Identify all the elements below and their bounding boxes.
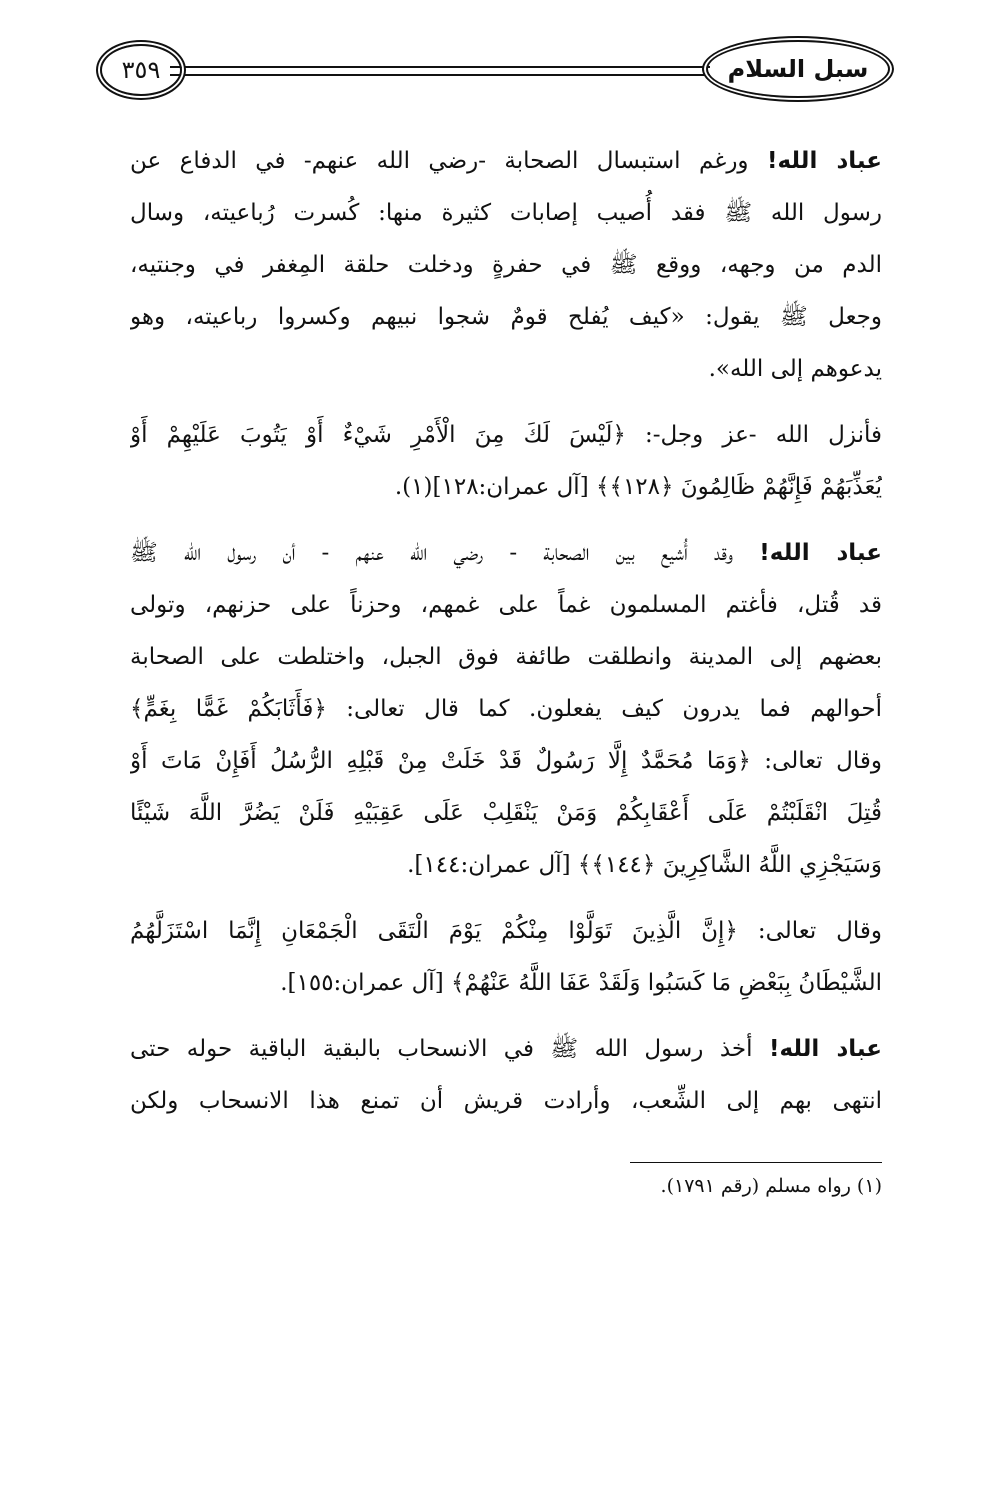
paragraph-gap [130, 395, 882, 409]
footnote-divider [630, 1162, 882, 1163]
paragraph [130, 1023, 882, 1127]
text-line [130, 735, 882, 787]
text-line [130, 787, 882, 839]
line-text: وَسَيَجْزِي اللَّهُ الشَّاكِرِينَ ﴿١٤٤﴾﴾ [آل عمران:١٤٤]. [407, 852, 882, 878]
line-text: ورغم استبسال الصحابة -رضي الله عنهم- في الدفاع عن [130, 148, 767, 174]
line-text: يدعوهم إلى الله». [708, 356, 882, 382]
line-text: فأنزل الله -عز وجل-: ﴿لَيْسَ لَكَ مِنَ الْأَمْرِ شَيْءٌ أَوْ يَتُوبَ عَلَيْهِمْ أَوْ [130, 422, 882, 448]
line-text: قُتِلَ انْقَلَبْتُمْ عَلَى أَعْقَابِكُمْ وَمَنْ يَنْقَلِبْ عَلَى عَقِبَيْهِ فَلَنْ يَضُرَّ اللَّهَ شَيْئًا [130, 800, 882, 826]
page-number: ٣٥٩ [100, 44, 182, 96]
text-line [130, 461, 882, 513]
paragraph-gap [130, 891, 882, 905]
text-line [130, 839, 882, 891]
line-text: الشَّيْطَانُ بِبَعْضِ مَا كَسَبُوا وَلَقَدْ عَفَا اللَّهُ عَنْهُمْ﴾ [آل عمران:١٥٥]. [280, 970, 882, 996]
paragraph-lead: عباد الله! [768, 1036, 882, 1062]
text-line [130, 135, 882, 187]
line-text: وقد أُشيع بين الصحابة - رضي الله عنهم - أن رسول الله ﷺ [130, 540, 760, 566]
text-line [130, 579, 882, 631]
text-line [130, 957, 882, 1009]
paragraph [130, 135, 882, 395]
line-text: بعضهم إلى المدينة وانطلقت طائفة فوق الجبل، واختلطت على الصحابة [130, 644, 882, 670]
paragraph [130, 527, 882, 891]
paragraph [130, 905, 882, 1009]
line-text: يُعَذِّبَهُمْ فَإِنَّهُمْ ظَالِمُونَ ﴿١٢٨﴾﴾ [آل عمران:١٢٨](١). [394, 474, 882, 500]
paragraph-lead: عباد الله! [759, 540, 882, 566]
header-rule [170, 66, 710, 76]
text-line [130, 1075, 882, 1127]
line-text: قد قُتل، فأغتم المسلمون غماً على غمهم، وحزناً على حزنهم، وتولى [130, 592, 882, 618]
text-line [130, 527, 882, 579]
text-line [130, 343, 882, 395]
text-line [130, 1023, 882, 1075]
text-line [130, 291, 882, 343]
line-text: الدم من وجهه، ووقع ﷺ في حفرةٍ ودخلت حلقة المِغفر في وجنتيه، [130, 252, 882, 278]
text-line [130, 239, 882, 291]
text-line [130, 683, 882, 735]
book-title: سبل السلام [706, 40, 890, 98]
paragraph-lead: عباد الله! [766, 148, 882, 174]
paragraph [130, 409, 882, 513]
line-text: وقال تعالى: ﴿إِنَّ الَّذِينَ تَوَلَّوْا مِنْكُمْ يَوْمَ الْتَقَى الْجَمْعَانِ إِنَّمَا اسْتَزَلَّهُمُ [130, 918, 882, 944]
text-line [130, 187, 882, 239]
line-text: انتهى بهم إلى الشِّعب، وأرادت قريش أن تمنع هذا الانسحاب ولكن [130, 1088, 882, 1114]
page-header [100, 40, 890, 100]
line-text: وقال تعالى: ﴿وَمَا مُحَمَّدٌ إِلَّا رَسُولٌ قَدْ خَلَتْ مِنْ قَبْلِهِ الرُّسُلُ أَفَإِنْ مَاتَ أَوْ [130, 748, 882, 774]
line-text: أخذ رسول الله ﷺ في الانسحاب بالبقية الباقية حوله حتى [130, 1036, 769, 1062]
footnote: (١) رواه مسلم (رقم ١٧٩١). [660, 1175, 882, 1197]
line-text: وجعل ﷺ يقول: «كيف يُفلح قومٌ شجوا نبيهم وكسروا رباعيته، وهو [130, 304, 882, 330]
text-line [130, 905, 882, 957]
line-text: رسول الله ﷺ فقد أُصيب إصابات كثيرة منها: كُسرت رُباعيته، وسال [130, 200, 882, 226]
line-text: أحوالهم فما يدرون كيف يفعلون. كما قال تعالى: ﴿فَأَثَابَكُمْ غَمًّا بِغَمٍّ﴾ [130, 696, 882, 722]
text-line [130, 409, 882, 461]
page-body [130, 135, 882, 1127]
text-line [130, 631, 882, 683]
paragraph-gap [130, 1009, 882, 1023]
paragraph-gap [130, 513, 882, 527]
